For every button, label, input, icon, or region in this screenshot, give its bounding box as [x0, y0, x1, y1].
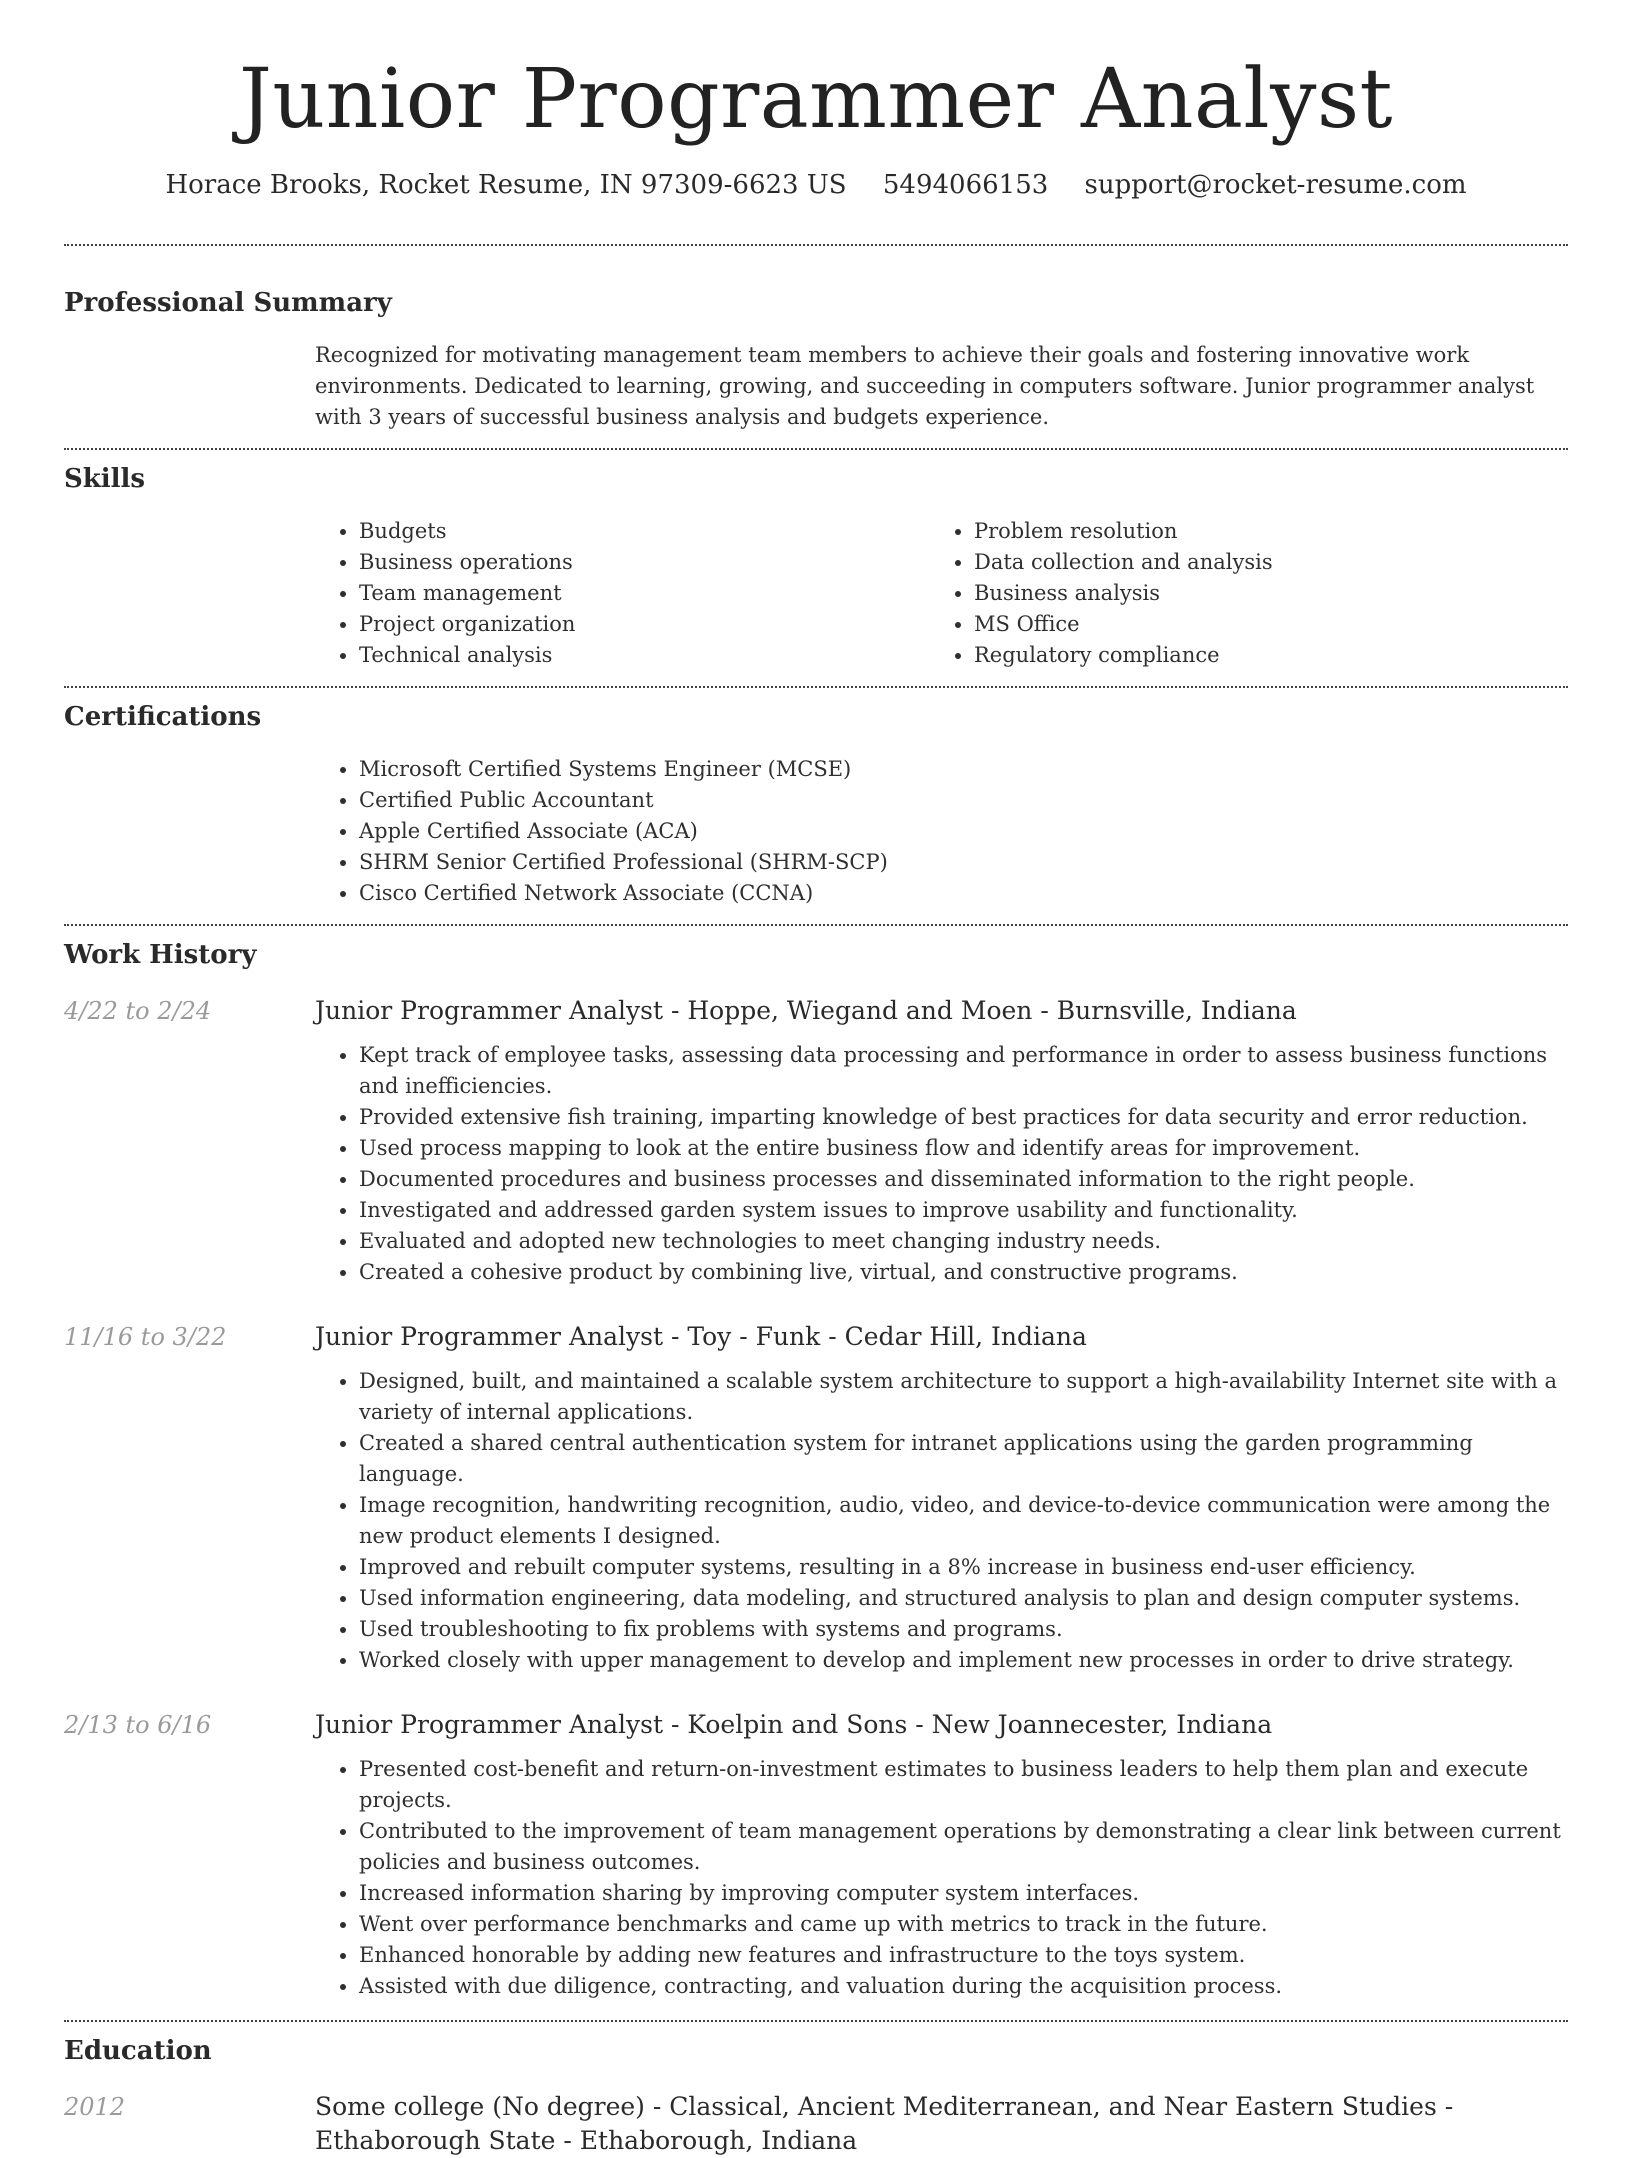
certification-item: • Certified Public Accountant [359, 785, 1568, 816]
job-bullets [315, 1754, 1568, 2002]
certification-item: • Apple Certified Associate (ACA) [359, 816, 1568, 847]
job-bullet: • Designed, built, and maintained a scalable system architecture to support a high-availability Internet site with a variety of internal applications. [359, 1366, 1568, 1428]
job-bullet: • Used process mapping to look at the entire business flow and identify areas for improvement. [359, 1133, 1568, 1164]
skill-item: • Business operations [359, 547, 930, 578]
job-dates: 11/16 to 3/22 [64, 1323, 227, 1351]
job-entry [64, 994, 1568, 1288]
education-entry [64, 2090, 1568, 2158]
job-bullet: • Worked closely with upper management to develop and implement new processes in order to drive strategy. [359, 1645, 1568, 1676]
education-section [64, 2034, 1568, 2158]
divider [64, 686, 1568, 688]
skills-list-left [315, 516, 930, 671]
job-details [315, 994, 1568, 1288]
certifications-block [315, 754, 1568, 909]
resume-page [64, 0, 1568, 2158]
summary-section [64, 286, 1568, 433]
skill-item: • Technical analysis [359, 640, 930, 671]
skills-section [64, 462, 1568, 671]
divider [64, 448, 1568, 450]
contact-email: support@rocket-resume.com [1084, 170, 1467, 200]
skills-grid [315, 516, 1568, 671]
skill-item: • Project organization [359, 609, 930, 640]
job-bullet: • Provided extensive fish training, imparting knowledge of best practices for data security and error reduction. [359, 1102, 1568, 1133]
divider [64, 2020, 1568, 2022]
job-dates: 4/22 to 2/24 [64, 997, 212, 1025]
education-heading-text: Some college (No degree) - Classical, Ancient Mediterranean, and Near Eastern Studies - Ethaborough State - Ethaborough, Indiana [315, 2092, 1454, 2155]
job-bullet: • Kept track of employee tasks, assessing data processing and performance in order to assess business functions and inefficiencies. [359, 1040, 1568, 1102]
certifications-list [315, 754, 1568, 909]
job-bullet: • Presented cost-benefit and return-on-investment estimates to business leaders to help them plan and execute projects. [359, 1754, 1568, 1816]
job-heading: Junior Programmer Analyst - Toy - Funk - Cedar Hill, Indiana [315, 1322, 1087, 1351]
contact-address: Horace Brooks, Rocket Resume, IN 97309-6623 US [165, 170, 847, 200]
certifications-heading: Certifications [64, 702, 262, 732]
job-bullet: • Used information engineering, data modeling, and structured analysis to plan and design computer systems. [359, 1583, 1568, 1614]
job-details [315, 1708, 1568, 2002]
skill-item: • Team management [359, 578, 930, 609]
job-bullet: • Enhanced honorable by adding new features and infrastructure to the toys system. [359, 1940, 1568, 1971]
work-section [64, 938, 1568, 2002]
job-bullet: • Went over performance benchmarks and came up with metrics to track in the future. [359, 1909, 1568, 1940]
skill-item: • MS Office [974, 609, 1545, 640]
summary-heading: Professional Summary [64, 288, 392, 318]
job-bullet: • Used troubleshooting to fix problems with systems and programs. [359, 1614, 1568, 1645]
skills-heading: Skills [64, 464, 146, 494]
job-bullet: • Contributed to the improvement of team management operations by demonstrating a clear link between current policies and business outcomes. [359, 1816, 1568, 1878]
job-heading: Junior Programmer Analyst - Hoppe, Wiegand and Moen - Burnsville, Indiana [315, 996, 1297, 1025]
education-year: 2012 [64, 2093, 126, 2121]
skills-list-right [930, 516, 1545, 671]
skill-item: • Problem resolution [974, 516, 1545, 547]
certification-item: • Cisco Certified Network Associate (CCNA) [359, 878, 1568, 909]
education-details [315, 2090, 1568, 2158]
job-bullet: • Created a shared central authentication system for intranet applications using the garden programming language. [359, 1428, 1568, 1490]
contact-line [64, 168, 1568, 202]
job-details [315, 1320, 1568, 1676]
job-entry [64, 1320, 1568, 1676]
job-bullet: • Increased information sharing by improving computer system interfaces. [359, 1878, 1568, 1909]
job-bullet: • Assisted with due diligence, contracting, and valuation during the acquisition process. [359, 1971, 1568, 2002]
divider [64, 924, 1568, 926]
work-heading: Work History [64, 940, 257, 970]
skill-item: • Data collection and analysis [974, 547, 1545, 578]
skill-item: • Business analysis [974, 578, 1545, 609]
page-title: Junior Programmer Analyst [239, 52, 1393, 147]
job-bullet: • Documented procedures and business processes and disseminated information to the right people. [359, 1164, 1568, 1195]
skill-item: • Regulatory compliance [974, 640, 1545, 671]
job-bullet: • Created a cohesive product by combining live, virtual, and constructive programs. [359, 1257, 1568, 1288]
summary-text: Recognized for motivating management team members to achieve their goals and fostering innovative work environments. Dedicated to learning, growing, and succeeding in computers software. Junior programmer analyst with 3 years of successful business analysis and budgets experience. [315, 343, 1535, 429]
skill-item: • Budgets [359, 516, 930, 547]
job-bullets [315, 1366, 1568, 1676]
job-bullets [315, 1040, 1568, 1288]
certifications-section [64, 700, 1568, 909]
divider [64, 244, 1568, 246]
job-dates: 2/13 to 6/16 [64, 1711, 212, 1739]
job-bullet: • Investigated and addressed garden system issues to improve usability and functionality. [359, 1195, 1568, 1226]
job-bullet: • Image recognition, handwriting recognition, audio, video, and device-to-device communication were among the new product elements I designed. [359, 1490, 1568, 1552]
job-entry [64, 1708, 1568, 2002]
job-bullet: • Improved and rebuilt computer systems, resulting in a 8% increase in business end-user efficiency. [359, 1552, 1568, 1583]
education-heading: Education [64, 2036, 212, 2066]
contact-phone: 5494066153 [882, 170, 1049, 200]
certification-item: • SHRM Senior Certified Professional (SHRM-SCP) [359, 847, 1568, 878]
job-bullet: • Evaluated and adopted new technologies to meet changing industry needs. [359, 1226, 1568, 1257]
job-heading: Junior Programmer Analyst - Koelpin and Sons - New Joannecester, Indiana [315, 1710, 1273, 1739]
certification-item: • Microsoft Certified Systems Engineer (MCSE) [359, 754, 1568, 785]
